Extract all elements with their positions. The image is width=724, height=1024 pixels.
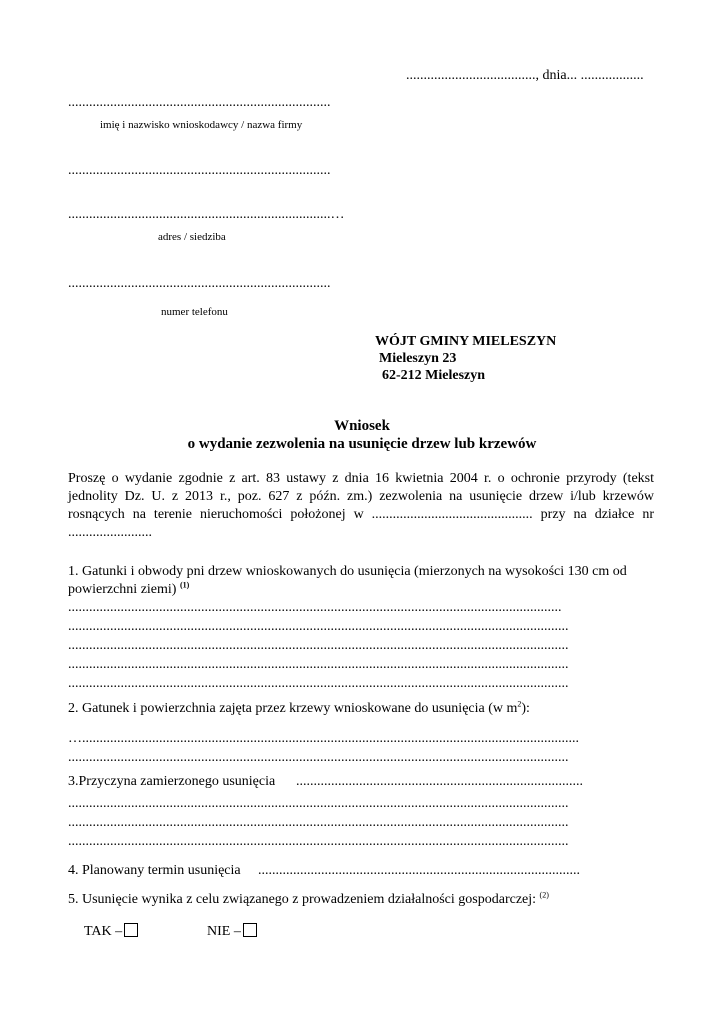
section-2-tail: ): [521, 701, 530, 716]
section-4-label: 4. Planowany termin usunięcia [68, 863, 241, 878]
section-1-line-1[interactable]: ............................................................................................................................................. [68, 600, 562, 615]
section-3-line-1[interactable]: ............................................................................................................................................... [68, 796, 569, 811]
section-3-inline-field[interactable]: .................................................................................. [296, 774, 583, 789]
recipient-name: WÓJT GMINY MIELESZYN [375, 334, 557, 349]
section-2-line-2[interactable]: ............................................................................................................................................... [68, 750, 569, 765]
section-1-line-4[interactable]: ............................................................................................................................................... [68, 657, 569, 672]
intro-paragraph: Proszę o wydanie zgodnie z art. 83 ustawy z dnia 16 kwietnia 2004 r. o ochronie przyrody (tekst jednolity Dz. U. z 2013 r., poz. 627 z późn. zm.) zezwolenia na usunięcie drzew i/lub krzewów rosnących na terenie nieruchomości położonej w .............................................. przy na działce nr ........................ [68, 471, 654, 540]
address-field-1[interactable]: ........................................................................... [68, 163, 331, 178]
nie-option [207, 923, 257, 940]
nie-label: NIE – [207, 924, 241, 939]
section-2-sup: 2 [517, 699, 522, 709]
section-1-line-2[interactable]: ............................................................................................................................................... [68, 619, 569, 634]
nie-checkbox[interactable] [243, 923, 257, 937]
address-caption: adres / siedziba [158, 231, 226, 243]
section-3-label: 3.Przyczyna zamierzonego usunięcia [68, 774, 276, 789]
tak-option [84, 923, 138, 940]
document-title: Wniosek [334, 418, 390, 434]
section-2-label: 2. Gatunek i powierzchnia zajęta przez krzewy wnioskowane do usunięcia (w m [68, 701, 518, 716]
section-1-line-5[interactable]: ............................................................................................................................................... [68, 676, 569, 691]
tak-label: TAK – [84, 924, 123, 939]
section-3-line-3[interactable]: ............................................................................................................................................... [68, 834, 569, 849]
section-1-label: 1. Gatunki i obwody pni drzew wnioskowanych do usunięcia (mierzonych na wysokości 130 cm od powierzchni ziemi) [68, 564, 627, 597]
phone-field[interactable]: ........................................................................... [68, 276, 331, 291]
section-2-text [68, 701, 530, 717]
section-1-line-3[interactable]: ............................................................................................................................................... [68, 638, 569, 653]
tak-checkbox[interactable] [124, 923, 138, 937]
phone-caption: numer telefonu [161, 306, 228, 318]
recipient-postal: 62-212 Mieleszyn [382, 368, 486, 383]
section-1-text [68, 563, 654, 599]
section-5-label: 5. Usunięcie wynika z celu związanego z prowadzeniem działalności gospodarczej: [68, 892, 537, 907]
address-field-2[interactable]: ...........................................................................… [68, 207, 345, 222]
document-subtitle: o wydanie zezwolenia na usunięcie drzew lub krzewów [187, 436, 537, 452]
recipient-street: Mieleszyn 23 [379, 351, 457, 366]
section-5-footnote: (2) [539, 890, 549, 900]
applicant-name-caption: imię i nazwisko wnioskodawcy / nazwa firmy [100, 119, 303, 131]
section-1-footnote: (1) [179, 580, 190, 590]
section-3-line-2[interactable]: ............................................................................................................................................... [68, 815, 569, 830]
date-line[interactable]: ....................................., dnia... .................. [406, 68, 644, 83]
applicant-name-field[interactable]: ........................................................................... [68, 95, 331, 110]
section-5-text [68, 892, 549, 908]
section-4-inline-field[interactable]: ............................................................................................ [258, 863, 580, 878]
section-2-line-1[interactable]: ….............................................................................................................................................. [68, 731, 579, 746]
